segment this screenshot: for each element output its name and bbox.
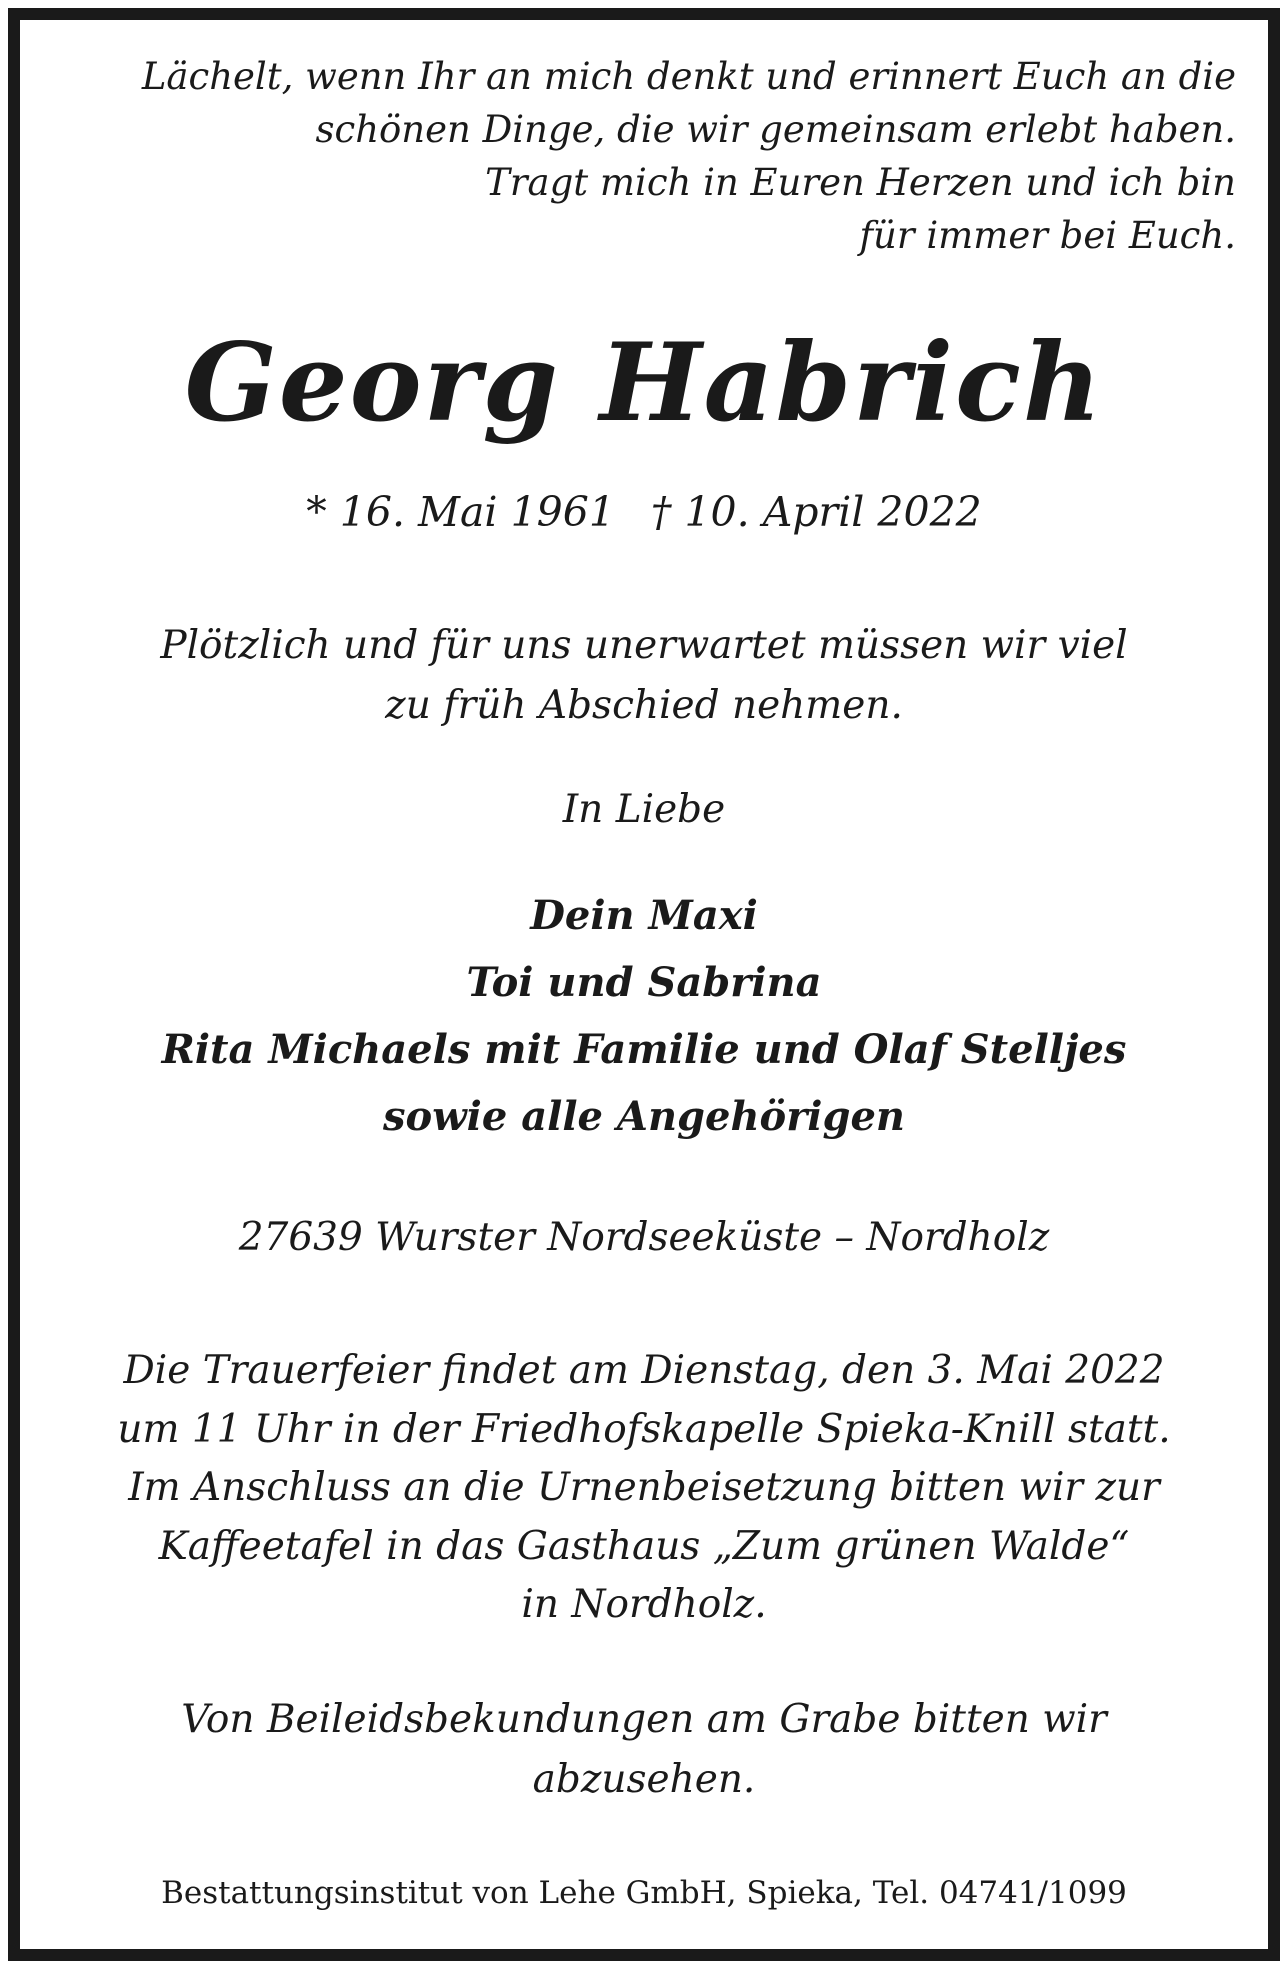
message-line: zu früh Abschied nehmen. — [385, 683, 903, 728]
life-dates — [20, 482, 1268, 542]
ceremony-line: Die Trauerfeier findet am Dienstag, den 3. Mai 2022 — [123, 1348, 1165, 1393]
ceremony-line: in Nordholz. — [521, 1582, 767, 1627]
motto-line: schönen Dinge, die wir gemeinsam erlebt haben. — [315, 108, 1236, 151]
ceremony-line: Im Anschluss an die Urnenbeisetzung bitten wir zur — [128, 1465, 1160, 1510]
signers-list — [20, 882, 1268, 1150]
ceremony-details — [20, 1342, 1268, 1635]
signer: sowie alle Angehörigen — [383, 1093, 905, 1140]
motto-line: Tragt mich in Euren Herzen und ich bin — [485, 161, 1236, 204]
death-date: † 10. April 2022 — [650, 488, 982, 536]
signer: Rita Michaels mit Familie und Olaf Stelljes — [161, 1026, 1127, 1073]
message-line: Plötzlich und für uns unerwartet müssen wir viel — [160, 623, 1128, 668]
condolences-line: abzusehen. — [532, 1757, 756, 1802]
motto-verse — [56, 50, 1236, 262]
farewell-message — [20, 616, 1268, 736]
birth-date: * 16. Mai 1961 — [306, 488, 615, 536]
condolences-line: Von Beileidsbekundungen am Grabe bitten wir — [181, 1697, 1107, 1742]
ceremony-line: um 11 Uhr in der Friedhofskapelle Spieka-Knill statt. — [117, 1406, 1171, 1452]
place-line: 27639 Wurster Nordseeküste – Nordholz — [238, 1215, 1050, 1260]
funeral-home-line: Bestattungsinstitut von Lehe GmbH, Spieka, Tel. 04741/1099 — [161, 1875, 1127, 1911]
deceased-name: Georg Habrich — [184, 320, 1104, 446]
condolences-note — [20, 1690, 1268, 1810]
ceremony-line: Kaffeetafel in das Gasthaus „Zum grünen Walde“ — [158, 1523, 1130, 1569]
signer: Dein Maxi — [530, 892, 758, 939]
signer: Toi und Sabrina — [466, 959, 822, 1006]
motto-line: für immer bei Euch. — [859, 214, 1236, 257]
motto-line: Lächelt, wenn Ihr an mich denkt und erinnert Euch an die — [141, 55, 1236, 98]
obituary-frame — [8, 8, 1280, 1961]
closing-phrase: In Liebe — [562, 787, 726, 832]
